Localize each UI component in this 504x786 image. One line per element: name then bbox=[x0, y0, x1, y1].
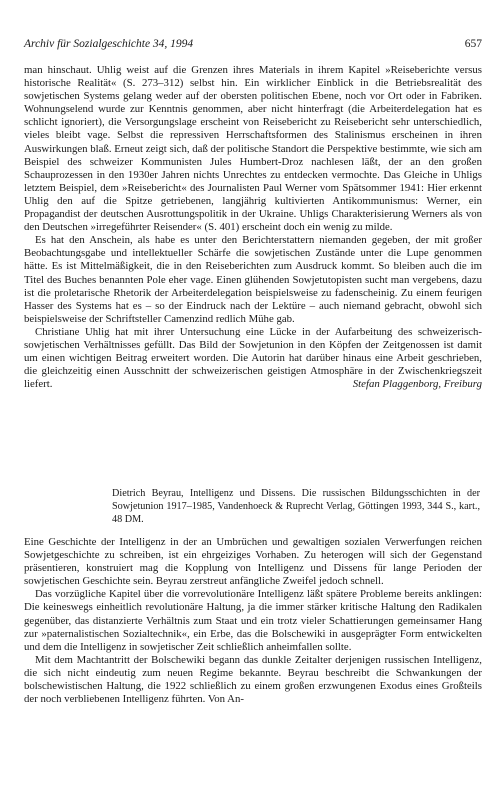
review2-paragraph-2: Das vorzügliche Kapitel über die vorrevolutionäre Intelligenz läßt spätere Probleme bereits anklingen: Die keineswegs einheitlich revolutionäre Haltung, ja die immer stärker kritische Haltung den Radikalen gegenüber, das distanzierte Verhältnis zum Staat und ein trotz vieler Schattierungen gemeinsamer Hang zur »paternalistischen Sozialtechnik«, ein Erbe, das die Bolschewiki in ausgeprägter Form entwickelten und dem die Intelligenz in sowjetischer Zeit schließlich anheimfallen sollte. bbox=[24, 588, 482, 653]
running-header bbox=[24, 38, 482, 50]
page-number: 657 bbox=[464, 38, 482, 50]
review1-paragraph-3-text: Christiane Uhlig hat mit ihrer Untersuchung eine Lücke in der Aufarbeitung des schweizerisch-sowjetischen Verhältnisses gefüllt. Das Bild der Sowjetunion in den Köpfen der Zeitgenossen ist damit um einen wichtigen Beitrag erweitert worden. Die Autorin hat darüber hinaus eine Arbeit geschrieben, die gleichzeitig einen Ausschnitt der schweizerischen geistigen Atmosphäre in der Zwischenkriegszeit liefert. bbox=[24, 325, 482, 391]
reviewer-signature: Stefan Plaggenborg, Freiburg bbox=[352, 378, 482, 391]
review2-paragraph-1: Eine Geschichte der Intelligenz in der an Umbrüchen und gewaltigen sozialen Verwerfungen reichen Sowjetgeschichte zu schreiben, ist ein ehrgeiziges Vorhaben. Zu heterogen will sich der Gegenstand präsentieren, konstruiert mag die Kopplung von Intelligenz und Dissens für lange Perioden der sowjetischen Geschichte sein. Beyrau zerstreut anfängliche Zweifel jedoch schnell. bbox=[24, 536, 482, 588]
review2-paragraph-3: Mit dem Machtantritt der Bolschewiki begann das dunkle Zeitalter derjenigen russischen Intelligenz, die sich nicht eindeutig zum neuen Regime bekannte. Beyrau beschreibt die Schwankungen der bolschewistischen Haltung, die 1922 schließlich zu einem großen erzwungenen Exodus eines Großteils der noch verbliebenen Intelligenz führten. Von An- bbox=[24, 653, 482, 706]
review-plaggenborg bbox=[24, 64, 482, 391]
review1-paragraph-2: Es hat den Anschein, als habe es unter den Berichterstattern niemanden gegeben, der mit großer Beobachtungsgabe und intellektueller Schärfe die sowjetischen Zustände unter die Lupe genommen hätte. Es ist Mittelmäßigkeit, die in den Reiseberichten zum Ausdruck kommt. So bleiben auch die im Titel des Buches benannten Pole eher vage. Einen glühenden Sowjetutopisten sucht man vergebens, dazu ist die proletarische Rhetorik der Arbeiterdelegation beispielsweise zu fadenscheinig. Zu einem feurigen Hasser des Systems hat es – so der Eindruck nach der Lektüre – auch niemand gebracht, obwohl sich beispielsweise der Schriftsteller Camenzind redlich Mühe gab. bbox=[24, 234, 482, 325]
review1-paragraph-3 bbox=[24, 326, 482, 391]
journal-title: Archiv für Sozialgeschichte 34, 1994 bbox=[24, 38, 194, 50]
review-beyrau bbox=[24, 536, 482, 706]
book-citation: Dietrich Beyrau, Intelligenz und Dissens. Die russischen Bildungsschichten in der Sowjetunion 1917–1985, Vandenhoeck & Ruprecht Verlag, Göttingen 1993, 344 S., kart., 48 DM. bbox=[112, 488, 480, 526]
review1-paragraph-1: man hinschaut. Uhlig weist auf die Grenzen ihres Materials in ihrem Kapitel »Reiseberichte versus historische Realität« (S. 273–312) selbst hin. Ein wirklicher Einblick in die Betriebsrealität des sowjetischen Systems gelang weder auf der obersten politischen Ebene, noch vor Ort oder in Fabriken. Wohnungselend wurde zur Kenntnis genommen, aber nicht hinterfragt (die Arbeiterdelegation hat es schlicht ignoriert), die Versorgungslage erscheint von Reisebericht zu Reisebericht sehr unterschiedlich, vieles bleibt vage. Selbst die repressiven Herrschaftsformen des Stalinismus erscheinen in ihren Auswirkungen blaß. Erneut zeigt sich, daß der politische Standort die Perspektive bestimmte, wie sich am Beispiel des schweizer Kommunisten Jules Humbert-Droz nachlesen läßt, der an den großen Schauprozessen in den 1930er Jahren nichts Unrechtes zu entdecken vermochte. Das Gleiche in Uhligs letztem Beispiel, dem »Reisebericht« des Journalisten Paul Werner vom Spätsommer 1941: Hier erkennt Uhlig den auf die Spitze getriebenen, langjährig kultivierten Antikommunismus: Werner, ein Propagandist der deutschen Ausrottungspolitik in der Ukraine. Uhligs Charakterisierung Werners als von den Deutschen »irregeführter Reisender« (S. 401) erscheint doch ein wenig zu milde. bbox=[24, 64, 482, 234]
